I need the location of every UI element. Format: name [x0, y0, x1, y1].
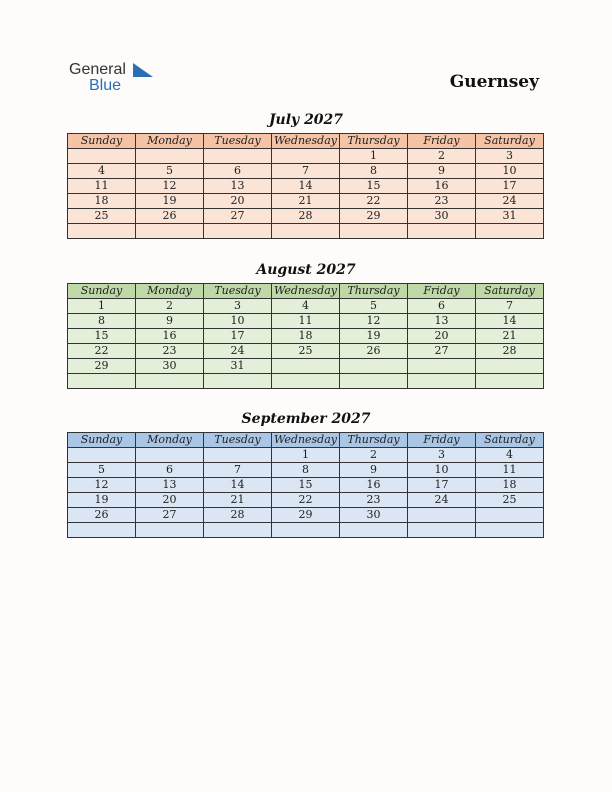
- day-cell: 15: [272, 478, 340, 493]
- day-cell: 17: [204, 329, 272, 344]
- day-cell: 6: [204, 164, 272, 179]
- weekday-header-row: [68, 433, 544, 448]
- day-cell: 5: [68, 463, 136, 478]
- day-cell: 9: [340, 463, 408, 478]
- day-cell: 23: [136, 344, 204, 359]
- day-cell: 29: [272, 508, 340, 523]
- logo-text-general: General: [69, 61, 126, 78]
- day-cell: 30: [340, 508, 408, 523]
- day-cell: 19: [68, 493, 136, 508]
- day-cell: [204, 523, 272, 538]
- day-cell: 3: [476, 149, 544, 164]
- weekday-header-monday: Monday: [136, 284, 204, 299]
- day-cell: 1: [68, 299, 136, 314]
- week-row: [68, 209, 544, 224]
- day-cell: [340, 523, 408, 538]
- day-cell: 19: [136, 194, 204, 209]
- day-cell: 10: [204, 314, 272, 329]
- day-cell: 21: [204, 493, 272, 508]
- day-cell: 5: [340, 299, 408, 314]
- day-cell: 24: [408, 493, 476, 508]
- day-cell: 30: [408, 209, 476, 224]
- month-title-september: September 2027: [241, 411, 371, 427]
- country-title: Guernsey: [449, 72, 539, 92]
- day-cell: 21: [476, 329, 544, 344]
- day-cell: [408, 508, 476, 523]
- day-cell: 28: [272, 209, 340, 224]
- day-cell: 2: [136, 299, 204, 314]
- day-cell: 31: [204, 359, 272, 374]
- day-cell: 30: [136, 359, 204, 374]
- day-cell: 6: [408, 299, 476, 314]
- day-cell: 4: [272, 299, 340, 314]
- day-cell: 23: [340, 493, 408, 508]
- day-cell: [204, 448, 272, 463]
- day-cell: [408, 359, 476, 374]
- day-cell: 31: [476, 209, 544, 224]
- day-cell: 14: [476, 314, 544, 329]
- day-cell: 13: [204, 179, 272, 194]
- day-cell: [408, 224, 476, 239]
- day-cell: 20: [408, 329, 476, 344]
- weekday-header-sunday: Sunday: [68, 134, 136, 149]
- day-cell: 12: [68, 478, 136, 493]
- day-cell: [136, 523, 204, 538]
- day-cell: 8: [272, 463, 340, 478]
- day-cell: 8: [340, 164, 408, 179]
- day-cell: 13: [136, 478, 204, 493]
- week-row: [68, 523, 544, 538]
- week-row: [68, 314, 544, 329]
- month-title-august: August 2027: [256, 262, 356, 278]
- week-row: [68, 493, 544, 508]
- week-row: [68, 374, 544, 389]
- day-cell: 22: [272, 493, 340, 508]
- logo-text-blue: Blue: [89, 77, 122, 94]
- weekday-header-wednesday: Wednesday: [272, 284, 340, 299]
- day-cell: 18: [68, 194, 136, 209]
- day-cell: 25: [476, 493, 544, 508]
- day-cell: 27: [136, 508, 204, 523]
- day-cell: [136, 149, 204, 164]
- day-cell: 24: [476, 194, 544, 209]
- day-cell: 11: [272, 314, 340, 329]
- calendar-july: [67, 133, 544, 239]
- day-cell: 28: [204, 508, 272, 523]
- day-cell: 23: [408, 194, 476, 209]
- week-row: [68, 149, 544, 164]
- day-cell: 9: [408, 164, 476, 179]
- day-cell: [272, 224, 340, 239]
- calendar-august: [67, 283, 544, 389]
- day-cell: 14: [272, 179, 340, 194]
- week-row: [68, 448, 544, 463]
- weekday-header-tuesday: Tuesday: [204, 134, 272, 149]
- weekday-header-row: [68, 284, 544, 299]
- day-cell: [476, 359, 544, 374]
- week-row: [68, 179, 544, 194]
- day-cell: 27: [204, 209, 272, 224]
- day-cell: 27: [408, 344, 476, 359]
- weekday-header-thursday: Thursday: [340, 433, 408, 448]
- day-cell: 16: [136, 329, 204, 344]
- day-cell: [340, 359, 408, 374]
- day-cell: 1: [340, 149, 408, 164]
- generalblue-logo: [69, 61, 169, 95]
- day-cell: 26: [136, 209, 204, 224]
- weekday-header-thursday: Thursday: [340, 134, 408, 149]
- day-cell: 24: [204, 344, 272, 359]
- day-cell: 21: [272, 194, 340, 209]
- day-cell: [136, 448, 204, 463]
- weekday-header-friday: Friday: [408, 134, 476, 149]
- day-cell: 7: [272, 164, 340, 179]
- day-cell: [476, 224, 544, 239]
- day-cell: 7: [476, 299, 544, 314]
- weekday-header-thursday: Thursday: [340, 284, 408, 299]
- day-cell: [204, 374, 272, 389]
- weekday-header-tuesday: Tuesday: [204, 284, 272, 299]
- weekday-header-sunday: Sunday: [68, 284, 136, 299]
- day-cell: [408, 523, 476, 538]
- day-cell: 16: [340, 478, 408, 493]
- weekday-header-saturday: Saturday: [476, 284, 544, 299]
- day-cell: 11: [476, 463, 544, 478]
- week-row: [68, 329, 544, 344]
- day-cell: 19: [340, 329, 408, 344]
- day-cell: 3: [408, 448, 476, 463]
- day-cell: 25: [68, 209, 136, 224]
- weekday-header-row: [68, 134, 544, 149]
- day-cell: 15: [68, 329, 136, 344]
- day-cell: [68, 224, 136, 239]
- day-cell: [68, 448, 136, 463]
- day-cell: [476, 374, 544, 389]
- day-cell: 2: [340, 448, 408, 463]
- week-row: [68, 164, 544, 179]
- week-row: [68, 224, 544, 239]
- weekday-header-friday: Friday: [408, 433, 476, 448]
- day-cell: 10: [476, 164, 544, 179]
- weekday-header-friday: Friday: [408, 284, 476, 299]
- week-row: [68, 194, 544, 209]
- week-row: [68, 478, 544, 493]
- weekday-header-saturday: Saturday: [476, 433, 544, 448]
- day-cell: [272, 523, 340, 538]
- week-row: [68, 508, 544, 523]
- month-title-july: July 2027: [268, 112, 344, 128]
- day-cell: [68, 374, 136, 389]
- day-cell: 4: [68, 164, 136, 179]
- week-row: [68, 463, 544, 478]
- day-cell: [476, 523, 544, 538]
- day-cell: 2: [408, 149, 476, 164]
- day-cell: 14: [204, 478, 272, 493]
- day-cell: [340, 374, 408, 389]
- week-row: [68, 359, 544, 374]
- week-row: [68, 299, 544, 314]
- day-cell: 18: [272, 329, 340, 344]
- day-cell: 22: [340, 194, 408, 209]
- day-cell: 25: [272, 344, 340, 359]
- weekday-header-monday: Monday: [136, 433, 204, 448]
- day-cell: [136, 374, 204, 389]
- calendar-september: [67, 432, 544, 538]
- day-cell: 29: [68, 359, 136, 374]
- day-cell: 28: [476, 344, 544, 359]
- day-cell: [476, 508, 544, 523]
- day-cell: 11: [68, 179, 136, 194]
- weekday-header-wednesday: Wednesday: [272, 433, 340, 448]
- day-cell: 7: [204, 463, 272, 478]
- day-cell: 15: [340, 179, 408, 194]
- weekday-header-saturday: Saturday: [476, 134, 544, 149]
- week-row: [68, 344, 544, 359]
- day-cell: [272, 374, 340, 389]
- day-cell: 3: [204, 299, 272, 314]
- day-cell: [68, 149, 136, 164]
- day-cell: 26: [68, 508, 136, 523]
- day-cell: [136, 224, 204, 239]
- day-cell: [272, 149, 340, 164]
- day-cell: [204, 149, 272, 164]
- day-cell: 12: [136, 179, 204, 194]
- day-cell: 17: [408, 478, 476, 493]
- day-cell: 13: [408, 314, 476, 329]
- day-cell: 17: [476, 179, 544, 194]
- day-cell: 20: [136, 493, 204, 508]
- day-cell: [272, 359, 340, 374]
- day-cell: 20: [204, 194, 272, 209]
- day-cell: 9: [136, 314, 204, 329]
- weekday-header-monday: Monday: [136, 134, 204, 149]
- weekday-header-sunday: Sunday: [68, 433, 136, 448]
- day-cell: 29: [340, 209, 408, 224]
- day-cell: 1: [272, 448, 340, 463]
- day-cell: [408, 374, 476, 389]
- day-cell: 16: [408, 179, 476, 194]
- day-cell: [68, 523, 136, 538]
- day-cell: 10: [408, 463, 476, 478]
- day-cell: [340, 224, 408, 239]
- day-cell: [204, 224, 272, 239]
- logo-triangle-icon: [133, 63, 153, 77]
- day-cell: 18: [476, 478, 544, 493]
- day-cell: 5: [136, 164, 204, 179]
- day-cell: 26: [340, 344, 408, 359]
- day-cell: 6: [136, 463, 204, 478]
- day-cell: 22: [68, 344, 136, 359]
- weekday-header-wednesday: Wednesday: [272, 134, 340, 149]
- day-cell: 4: [476, 448, 544, 463]
- day-cell: 12: [340, 314, 408, 329]
- day-cell: 8: [68, 314, 136, 329]
- weekday-header-tuesday: Tuesday: [204, 433, 272, 448]
